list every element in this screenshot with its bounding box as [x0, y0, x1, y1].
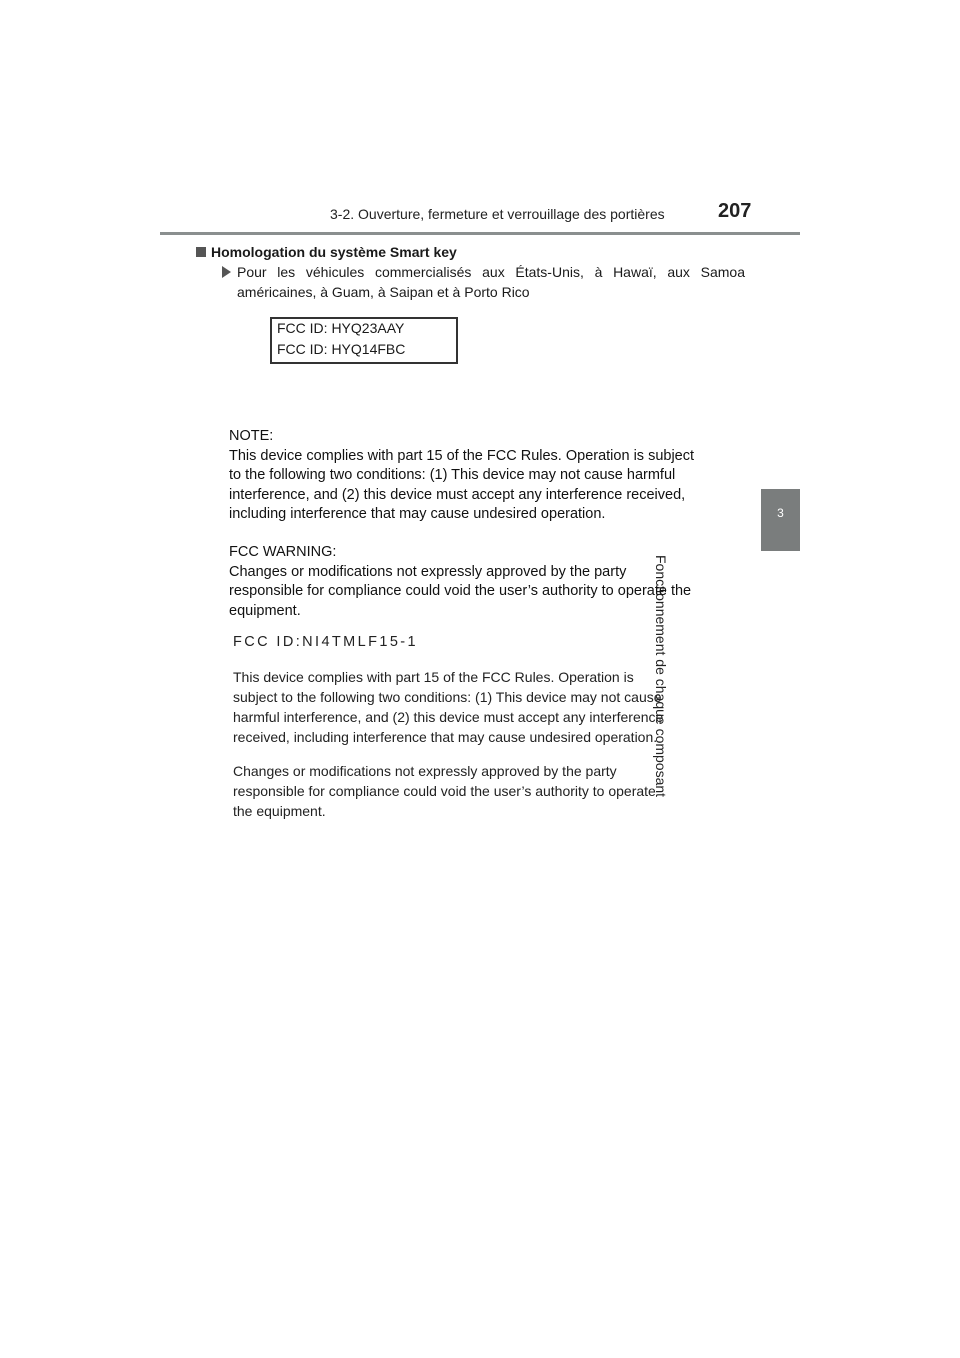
note-line: This device complies with part 15 of the FCC Rules. Operation is subject — [229, 447, 695, 464]
warning-line: equipment. — [229, 602, 301, 619]
fcc-note-block — [229, 427, 734, 525]
page-number: 207 — [718, 200, 752, 222]
square-bullet-icon — [196, 247, 206, 257]
note-line: including interference that may cause undesired operation. — [229, 506, 606, 523]
warning-line: responsible for compliance could void the user’s authority to operate the — [229, 583, 692, 600]
chapter-tab — [761, 489, 800, 551]
modification-line: the equipment. — [233, 803, 326, 819]
compliance-line: This device complies with part 15 of the FCC Rules. Operation is — [233, 669, 634, 685]
chapter-tab-number: 3 — [777, 506, 784, 520]
bullet-text: Pour les véhicules commercialisés aux États-Unis, à Hawaï, aux Samoa américaines, à Guam, à Saipan et à Porto Rico — [237, 264, 745, 300]
section-heading — [196, 244, 457, 260]
compliance-line: subject to the following two conditions: (1) This device may not cause — [233, 689, 662, 705]
header-section-title: 3-2. Ouverture, fermeture et verrouillage des portières — [330, 206, 665, 222]
compliance-line: received, including interference that may cause undesired operation. — [233, 729, 658, 745]
modification-line: Changes or modifications not expressly approved by the party — [233, 763, 617, 779]
fcc-id-line-2: FCC ID: HYQ14FBC — [277, 341, 406, 357]
warning-line: FCC WARNING: — [229, 544, 337, 560]
modification-block — [233, 761, 713, 821]
compliance-block — [233, 667, 713, 747]
header-divider — [160, 232, 800, 235]
compliance-line: harmful interference, and (2) this device must accept any interference — [233, 709, 664, 725]
note-line: interference, and (2) this device must accept any interference received, — [229, 486, 686, 503]
fcc-id-line-1: FCC ID: HYQ23AAY — [277, 320, 405, 336]
modification-line: responsible for compliance could void the user’s authority to operate — [233, 783, 656, 799]
fcc-id-label-box — [270, 317, 458, 364]
fcc-warning-block — [229, 543, 734, 621]
chapter-tab-label: Fonctionnement de chaque composant — [652, 555, 669, 798]
note-line: NOTE: — [229, 428, 274, 444]
warning-line: Changes or modifications not expressly approved by the party — [229, 563, 627, 580]
triangle-bullet-icon — [222, 266, 231, 278]
note-line: to the following two conditions: (1) This device may not cause harmful — [229, 467, 676, 484]
section-heading-text: Homologation du système Smart key — [211, 244, 457, 260]
fcc-id-secondary: FCC ID:NI4TMLF15-1 — [233, 634, 418, 650]
